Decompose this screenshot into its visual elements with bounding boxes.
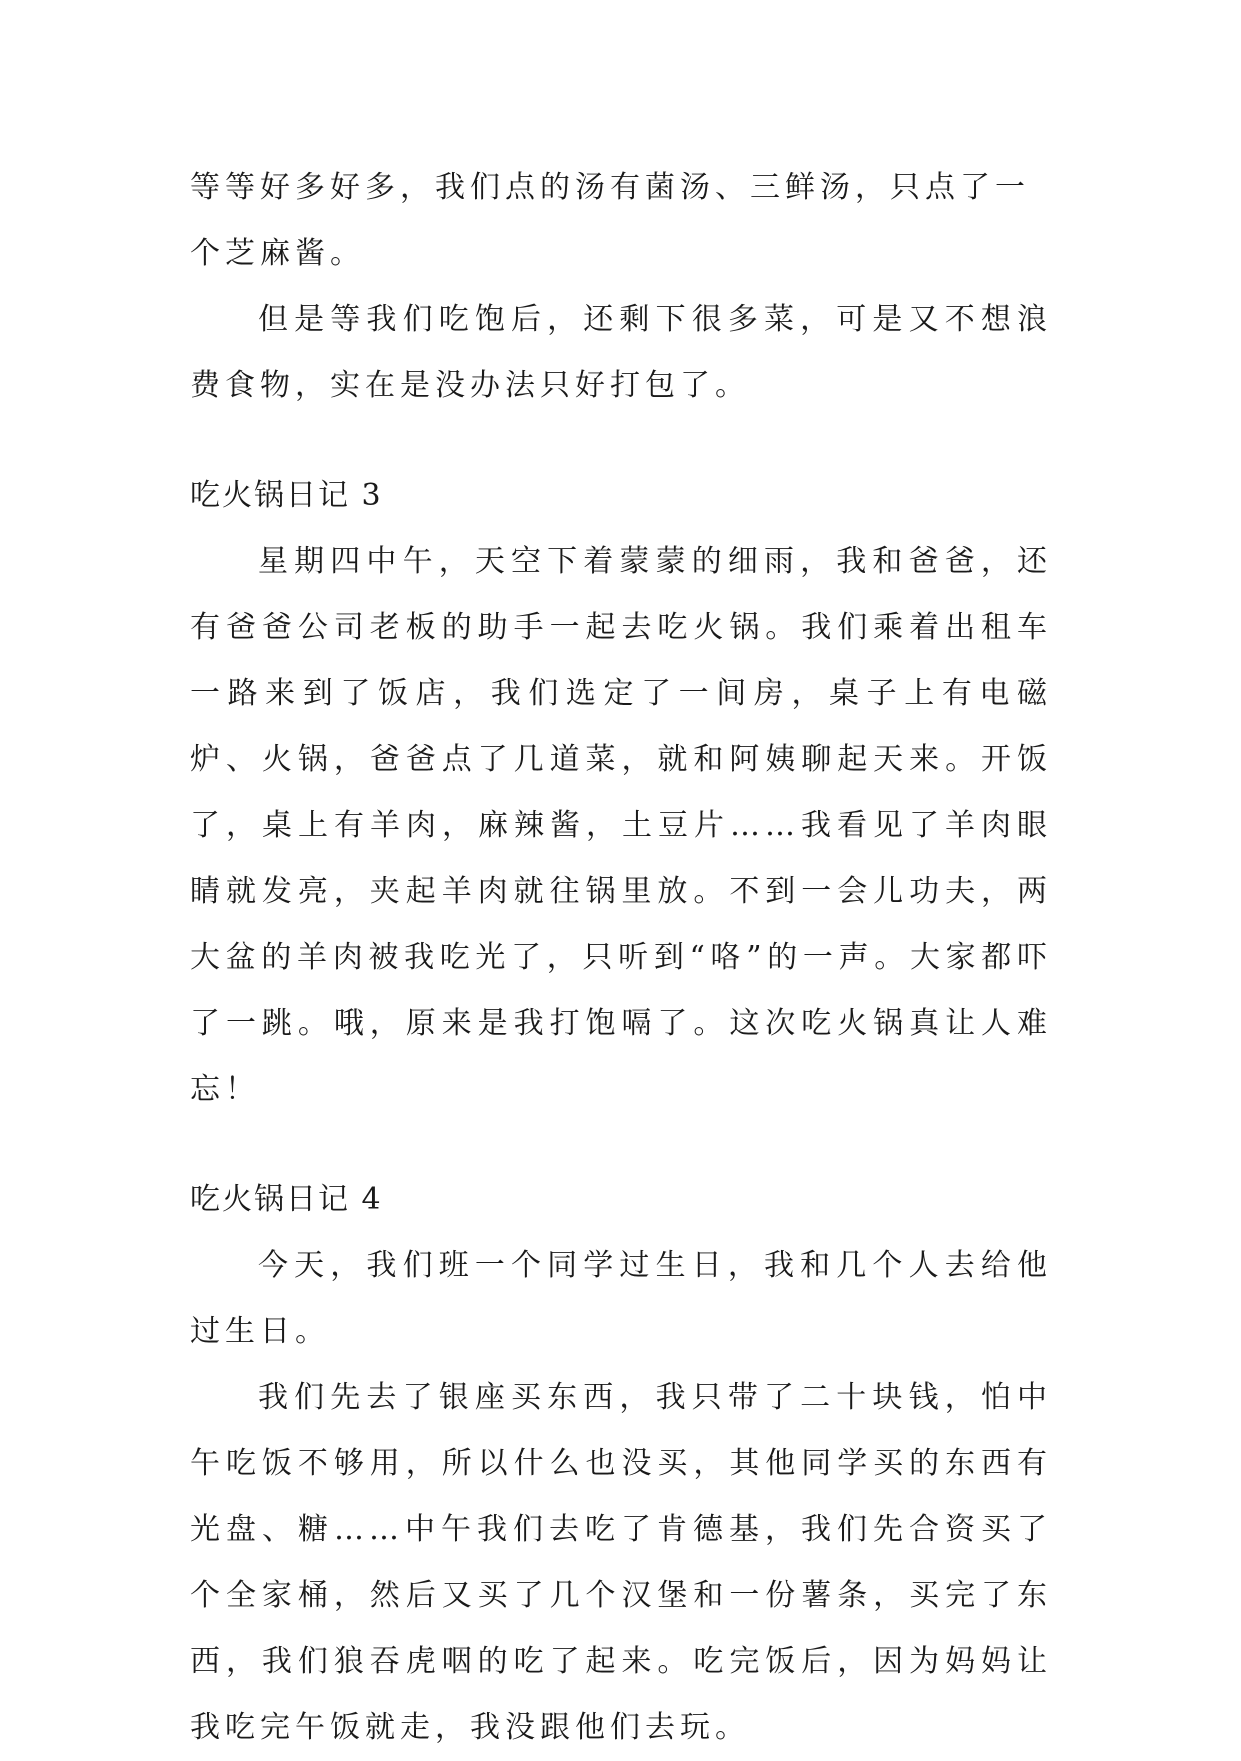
- heading-diary-3: 吃火锅日记 3: [190, 478, 383, 513]
- section-gap: [190, 419, 1052, 463]
- paragraph-birthday: 今天，我们班一个同学过生日，我和几个人去给他过生日。: [190, 1248, 1052, 1349]
- paragraph-hotpot-2-end: 等等好多好多，我们点的汤有菌汤、三鲜汤，只点了一个芝麻酱。: [190, 170, 1030, 271]
- paragraph-diary-3: 星期四中午，天空下着蒙蒙的细雨，我和爸爸，还有爸爸公司老板的助手一起去吃火锅。我们乘着出租车一路来到了饭店，我们选定了一间房，桌子上有电磁炉、火锅，爸爸点了几道菜，就和阿姨聊起天来。开饭了，桌上有羊肉，麻辣酱，土豆片……我看见了羊肉眼睛就发亮，夹起羊肉就往锅里放。不到一会儿功夫，两大盆的羊肉被我吃光了，只听到“咯”的一声。大家都吓了一跳。哦，原来是我打饱嗝了。这次吃火锅真让人难忘！: [190, 544, 1052, 1107]
- section-gap: [190, 1123, 1052, 1167]
- heading-diary-4: 吃火锅日记 4: [190, 1182, 383, 1217]
- paragraph-kfc: 我们先去了银座买东西，我只带了二十块钱，怕中午吃饭不够用，所以什么也没买，其他同学买的东西有光盘、糖……中午我们去吃了肯德基，我们先合资买了个全家桶，然后又买了几个汉堡和一份薯条，买完了东西，我们狼吞虎咽的吃了起来。吃完饭后，因为妈妈让我吃完午饭就走，我没跟他们去玩。: [190, 1380, 1052, 1745]
- document-body: [190, 155, 1052, 1761]
- paragraph-leftovers: 但是等我们吃饱后，还剩下很多菜，可是又不想浪费食物，实在是没办法只好打包了。: [190, 302, 1052, 403]
